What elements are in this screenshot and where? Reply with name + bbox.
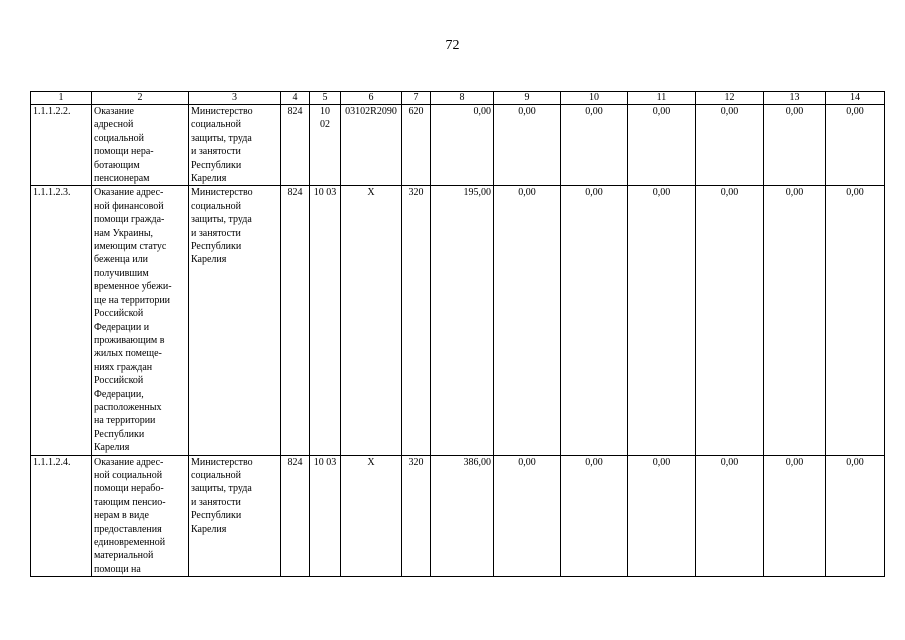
value-col-12: 0,00 (696, 455, 764, 577)
rz-pr-code-line: 10 03 (313, 456, 337, 468)
responsible-org (189, 455, 281, 577)
measure-name-line: на территории (94, 415, 156, 427)
responsible-org-line: Карелия (191, 173, 227, 185)
column-header-1: 1 (31, 92, 92, 105)
measure-name-line: помощи на (94, 563, 141, 575)
responsible-org-line: Карелия (191, 523, 227, 535)
measure-name-line: Оказание адрес- (94, 187, 164, 199)
vr-code: 620 (402, 105, 431, 186)
measure-name (92, 105, 189, 186)
measure-name-line: единовременной (94, 537, 166, 548)
csr-code: 03102R2090 (341, 105, 402, 186)
value-col-14: 0,00 (826, 105, 885, 186)
column-header-8: 8 (431, 92, 494, 105)
value-col-9: 0,00 (494, 186, 561, 455)
value-col-14: 0,00 (826, 455, 885, 577)
value-col-9: 0,00 (494, 105, 561, 186)
responsible-org-line: Министерство (191, 106, 253, 117)
column-header-9: 9 (494, 92, 561, 105)
measure-name-line: Российской (94, 308, 144, 320)
row-number: 1.1.1.2.4. (31, 455, 92, 577)
column-header-11: 11 (628, 92, 696, 105)
rz-pr-code-line: 02 (320, 119, 330, 131)
measure-name-line: беженца или (94, 254, 148, 266)
table-row (31, 105, 885, 186)
rz-pr-code (310, 105, 341, 186)
grbs-code: 824 (281, 455, 310, 577)
column-header-12: 12 (696, 92, 764, 105)
table-row (31, 455, 885, 577)
responsible-org-line: и занятости (191, 227, 241, 239)
csr-code: Х (341, 455, 402, 577)
value-col-8: 195,00 (431, 186, 494, 455)
value-col-13: 0,00 (764, 455, 826, 577)
value-col-12: 0,00 (696, 105, 764, 186)
responsible-org-line: Республики (191, 241, 242, 253)
responsible-org-line: Республики (191, 159, 242, 171)
row-number: 1.1.1.2.3. (31, 186, 92, 455)
rz-pr-code (310, 455, 341, 577)
column-header-3: 3 (189, 92, 281, 105)
responsible-org-line: и занятости (191, 496, 241, 508)
responsible-org-line: социальной (191, 469, 241, 481)
measure-name-line: получившим (94, 267, 149, 279)
value-col-12: 0,00 (696, 186, 764, 455)
responsible-org-line: Министерство (191, 456, 253, 468)
value-col-13: 0,00 (764, 105, 826, 186)
measure-name-line: нам Украины, (94, 227, 154, 239)
measure-name-line: проживающим в (94, 334, 165, 346)
responsible-org (189, 186, 281, 455)
measure-name-line: помощи гражда- (94, 214, 165, 226)
value-col-10: 0,00 (561, 105, 628, 186)
measure-name-line: Федерации и (94, 321, 150, 333)
measure-name-line: помощи нерабо- (94, 483, 164, 495)
measure-name-line: ной социальной (94, 469, 163, 481)
measure-name-line: ще на территории (94, 294, 171, 306)
measure-name-line: Федерации, (94, 388, 144, 400)
responsible-org-line: защиты, труда (191, 483, 252, 495)
responsible-org-line: Министерство (191, 187, 253, 199)
value-col-10: 0,00 (561, 186, 628, 455)
measure-name-line: ботающим (94, 159, 140, 171)
column-header-2: 2 (92, 92, 189, 105)
responsible-org (189, 105, 281, 186)
measure-name-line: тающим пенсио- (94, 496, 166, 508)
measure-name-line: нерам в виде (94, 510, 149, 522)
responsible-org-line: защиты, труда (191, 214, 252, 226)
budget-table (30, 91, 885, 577)
page-number: 72 (445, 38, 460, 53)
value-col-13: 0,00 (764, 186, 826, 455)
value-col-11: 0,00 (628, 105, 696, 186)
measure-name (92, 455, 189, 577)
responsible-org-line: Республики (191, 510, 242, 522)
column-header-10: 10 (561, 92, 628, 105)
rz-pr-code (310, 186, 341, 455)
header-row (31, 92, 885, 105)
table-row (31, 186, 885, 455)
vr-code: 320 (402, 186, 431, 455)
measure-name-line: Карелия (94, 442, 130, 454)
value-col-8: 386,00 (431, 455, 494, 577)
table-body (31, 105, 885, 577)
measure-name-line: жилых помеще- (94, 348, 162, 360)
column-header-5: 5 (310, 92, 341, 105)
measure-name-line: расположенных (94, 401, 162, 413)
vr-code: 320 (402, 455, 431, 577)
rz-pr-code-line: 10 03 (313, 187, 337, 199)
responsible-org-line: Карелия (191, 254, 227, 266)
value-col-10: 0,00 (561, 455, 628, 577)
measure-name-line: адресной (94, 119, 134, 131)
measure-name-line: Оказание адрес- (94, 456, 164, 468)
grbs-code: 824 (281, 105, 310, 186)
measure-name-line: имеющим статус (94, 241, 167, 253)
measure-name-line: Оказание (94, 106, 134, 117)
column-header-4: 4 (281, 92, 310, 105)
responsible-org-line: социальной (191, 119, 241, 131)
row-number: 1.1.1.2.2. (31, 105, 92, 186)
column-header-13: 13 (764, 92, 826, 105)
value-col-9: 0,00 (494, 455, 561, 577)
measure-name-line: социальной (94, 132, 144, 144)
measure-name-line: ной финансовой (94, 200, 164, 212)
measure-name-line: ниях граждан (94, 361, 153, 373)
column-header-6: 6 (341, 92, 402, 105)
value-col-11: 0,00 (628, 186, 696, 455)
measure-name-line: пенсионерам (94, 173, 150, 185)
measure-name-line: Республики (94, 428, 145, 440)
responsible-org-line: социальной (191, 200, 241, 212)
csr-code: Х (341, 186, 402, 455)
measure-name-line: помощи нера- (94, 146, 154, 158)
rz-pr-code-line: 10 (320, 106, 330, 117)
measure-name (92, 186, 189, 455)
responsible-org-line: и занятости (191, 146, 241, 158)
grbs-code: 824 (281, 186, 310, 455)
measure-name-line: материальной (94, 550, 154, 562)
measure-name-line: предоставления (94, 523, 162, 535)
column-header-7: 7 (402, 92, 431, 105)
value-col-11: 0,00 (628, 455, 696, 577)
column-header-14: 14 (826, 92, 885, 105)
value-col-8: 0,00 (431, 105, 494, 186)
measure-name-line: временное убежи- (94, 281, 172, 293)
value-col-14: 0,00 (826, 186, 885, 455)
measure-name-line: Российской (94, 375, 144, 387)
responsible-org-line: защиты, труда (191, 132, 252, 144)
